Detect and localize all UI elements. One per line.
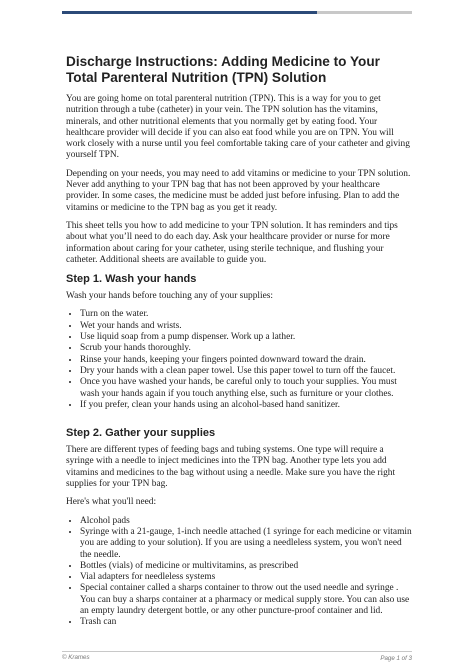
list-item: • Turn on the water. xyxy=(80,309,412,320)
page-footer xyxy=(62,651,412,661)
header-rule xyxy=(62,11,412,14)
list-item: • Use liquid soap from a pump dispenser. Work up a lather. xyxy=(80,332,412,343)
list-item: • Syringe with a 21-gauge, 1-inch needle attached (1 syringe for each medicine or vitamin you are adding to your solution). If you are using a needleless system, you won't need the needle. xyxy=(80,527,412,561)
step1-list xyxy=(66,309,412,411)
list-item: • Wet your hands and wrists. xyxy=(80,321,412,332)
list-item: • Bottles (vials) of medicine or multivitamins, as prescribed xyxy=(80,561,412,572)
list-item: • Scrub your hands thoroughly. xyxy=(80,343,412,354)
document-title: Discharge Instructions: Adding Medicine to Your Total Parenteral Nutrition (TPN) Solution xyxy=(66,54,380,85)
list-item: • If you prefer, clean your hands using an alcohol-based hand sanitizer. xyxy=(80,400,412,411)
step2-lead: Here's what you'll need: xyxy=(66,497,157,508)
list-item: • Once you have washed your hands, be careful only to touch your supplies. You must wash your hands again if you touch anything else, such as furniture or your clothes. xyxy=(80,377,412,400)
step2-heading: Step 2. Gather your supplies xyxy=(66,427,216,440)
list-item: • Vial adapters for needleless systems xyxy=(80,572,412,583)
list-item: • Trash can xyxy=(80,617,412,628)
intro-paragraph-1: You are going home on total parenteral nutrition (TPN). This is a way for you to get nutrition through a tube (catheter) in your vein. The TPN solution has the vitamins, minerals, and other nutritional elements that you normally get by eating food. Your healthcare provider will decide if you can also eat food while you are on TPN. You will work closely with a nurse until you feel comfortable taking care of your catheter and giving yourself TPN. xyxy=(66,94,410,161)
footer-page-number: Page 1 of 3 xyxy=(380,655,412,662)
step1-heading: Step 1. Wash your hands xyxy=(66,273,197,286)
intro-paragraph-2: Depending on your needs, you may need to add vitamins or medicine to your TPN solution. Never add anything to your TPN bag that has not been approved by your healthcare provider. In some cases, the medicine must be added just before infusing. Plan to add the vitamins or medicine to the TPN bag as you get it ready. xyxy=(66,168,411,213)
list-item: • Dry your hands with a clean paper towel. Use this paper towel to turn off the faucet. xyxy=(80,366,412,377)
list-item: • Rinse your hands, keeping your fingers pointed downward toward the drain. xyxy=(80,355,412,366)
document-body xyxy=(66,54,412,629)
intro-paragraph-3: This sheet tells you how to add medicine to your TPN solution. It has reminders and tips about what you’ll need to do each day. Ask your healthcare provider or nurse for more information about caring for your catheter, using sterile technique, and flushing your catheter. Additional sheets are available to guide you. xyxy=(66,220,398,265)
header-rule-accent xyxy=(62,11,317,14)
list-item: • Alcohol pads xyxy=(80,516,412,527)
step1-lead: Wash your hands before touching any of your supplies: xyxy=(66,291,274,302)
step2-list xyxy=(66,516,412,629)
list-item: • Special container called a sharps container to throw out the used needle and syringe . You can buy a sharps container at a pharmacy or medical supply store. You can also use an empty laundry detergent bottle, or any other puncture-proof container and lid. xyxy=(80,583,412,617)
footer-copyright: © Krames xyxy=(62,654,90,661)
step2-paragraph: There are different types of feeding bags and tubing systems. One type will require a syringe with a needle to inject medicines into the TPN bag. Another type lets you add vitamins and medicines to the bag without using a needle. Make sure you have the right supplies for your TPN bag. xyxy=(66,445,396,490)
